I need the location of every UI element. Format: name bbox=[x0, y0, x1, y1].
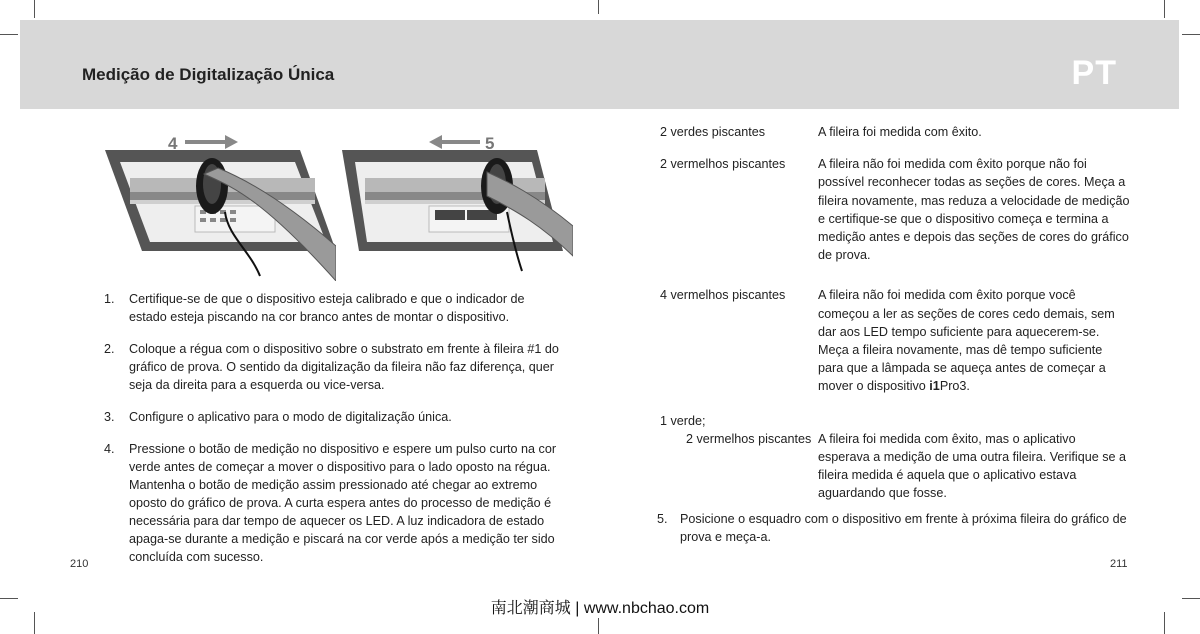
page-number-right: 211 bbox=[1110, 558, 1128, 570]
led-condition-line1: 1 verde; bbox=[660, 413, 706, 428]
crop-mark bbox=[598, 0, 599, 14]
led-status-table bbox=[660, 123, 1130, 502]
led-description-text: A fileira não foi medida com êxito porque você começou a ler as seções de cores cedo demais, sem dar aos LED tempo suficiente para aquecerem-se. Meça a fileira novamente, mas dê tempo suficiente para que a lâmpada se aqueça antes de começar a mover o dispositivo bbox=[818, 288, 1115, 394]
step-number: 1. bbox=[104, 292, 115, 306]
crop-mark bbox=[598, 618, 599, 634]
crop-mark bbox=[0, 34, 18, 35]
step-number: 3. bbox=[104, 410, 115, 424]
led-description bbox=[818, 286, 1130, 395]
list-item bbox=[104, 340, 564, 394]
led-description: A fileira foi medida com êxito, mas o aplicativo esperava a medição de uma outra fileira. Verifique se a fileira medida é aquela que o aplicativo estava aguardando que fosse. bbox=[818, 431, 1127, 501]
page-number-left: 210 bbox=[70, 558, 89, 570]
list-item bbox=[104, 440, 564, 566]
crop-mark bbox=[1164, 0, 1165, 18]
page-title: Medição de Digitalização Única bbox=[82, 65, 335, 84]
step-text: Certifique-se de que o dispositivo esteja calibrado e que o indicador de estado esteja piscando na cor branco antes de montar o dispositivo. bbox=[129, 292, 525, 324]
table-row bbox=[660, 155, 1130, 264]
step-label-5: 5 bbox=[485, 134, 495, 153]
led-description: A fileira não foi medida com êxito porque não foi possível reconhecer todas as seções de cores. Meça a fileira novamente, mas reduza a velocidade de medição e certifique-se que o dispositivo começa e termina a medição antes e depois das seções de cores do gráfico de prova. bbox=[818, 157, 1130, 263]
step-text: Configure o aplicativo para o modo de digitalização única. bbox=[129, 410, 452, 424]
language-code: PT bbox=[1071, 54, 1117, 92]
list-item bbox=[104, 290, 564, 326]
table-row bbox=[660, 412, 1130, 503]
step-text: Pressione o botão de medição no dispositivo e espere um pulso curto na cor verde antes de começar a mover o dispositivo para o lado oposto na régua. Mantenha o botão de medição assim pressionado até chegar ao extremo oposto do gráfico de prova. A curta espera antes do processo de medição é necessária para dar tempo de aquecer os LED. A luz indicadora de estado apaga-se durante a medição e piscará na cor verde após a medição ter sido concluída com sucesso. bbox=[129, 442, 557, 564]
step-number: 2. bbox=[104, 342, 115, 356]
figure-scan-left-to-right bbox=[100, 126, 336, 281]
instruction-list bbox=[104, 290, 564, 580]
led-condition: 2 verdes piscantes bbox=[660, 125, 766, 139]
step-label-4: 4 bbox=[168, 134, 178, 153]
watermark: 南北潮商城 | www.nbchao.com bbox=[490, 600, 710, 617]
brand-name: i1 bbox=[929, 379, 940, 394]
figure-scan-right-to-left bbox=[337, 126, 573, 281]
led-description: A fileira foi medida com êxito. bbox=[818, 125, 982, 139]
led-condition-line2: 2 vermelhos piscantes bbox=[686, 431, 812, 446]
led-condition: 4 vermelhos piscantes bbox=[660, 288, 786, 303]
list-item bbox=[657, 510, 1127, 546]
header-band bbox=[20, 20, 1179, 109]
list-item bbox=[104, 408, 564, 426]
step-number: 5. bbox=[657, 512, 668, 526]
led-condition bbox=[660, 412, 818, 503]
crop-mark bbox=[1182, 34, 1200, 35]
led-condition: 2 vermelhos piscantes bbox=[660, 157, 786, 172]
step-text: Posicione o esquadro com o dispositivo em frente à próxima fileira do gráfico de prova e meça-a. bbox=[680, 512, 1127, 544]
brand-suffix: Pro3. bbox=[939, 379, 970, 394]
step-number: 4. bbox=[104, 442, 115, 456]
crop-mark bbox=[34, 0, 35, 18]
step-text: Coloque a régua com o dispositivo sobre o substrato em frente à fileira #1 do gráfico de prova. O sentido da digitalização da fileira não faz diferença, quer seja da direita para a esquerda ou vice-versa. bbox=[129, 342, 559, 392]
table-row bbox=[660, 123, 1130, 141]
table-row bbox=[660, 286, 1130, 395]
